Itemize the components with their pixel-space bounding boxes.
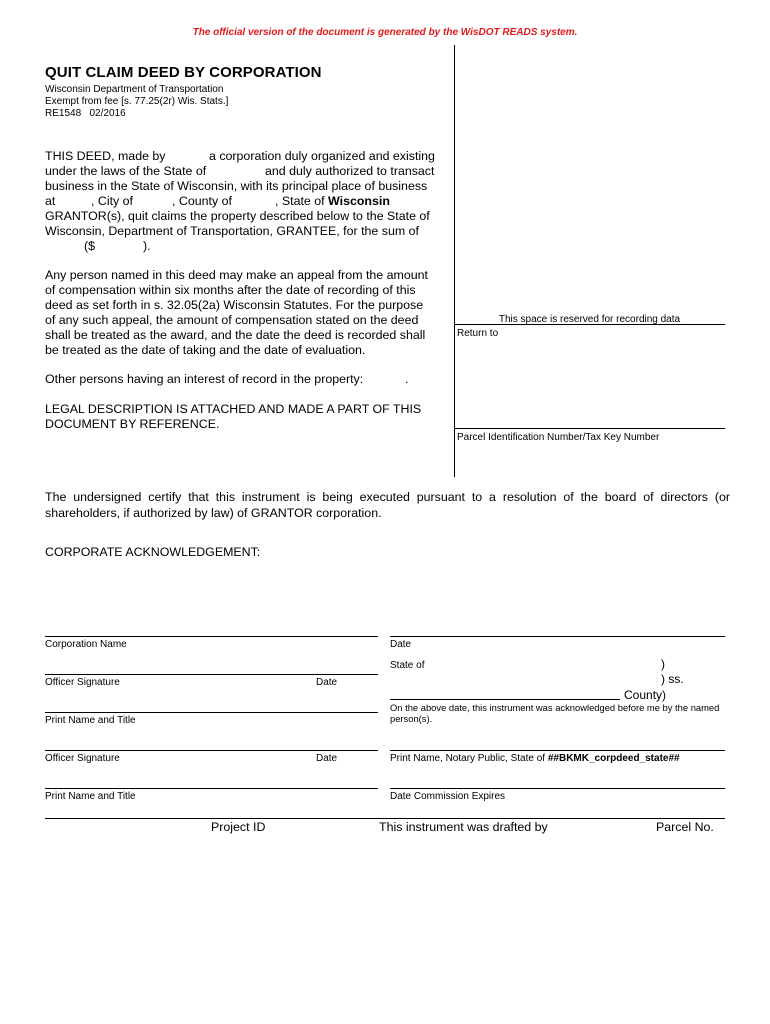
officer-signature-date-label: Date — [316, 753, 338, 764]
deed-corporation-clause: a corporation duly organized and existing — [209, 149, 435, 163]
commission-expires-label: Date Commission Expires — [390, 791, 506, 802]
deed-state-value: Wisconsin — [328, 194, 390, 208]
notary-rule — [390, 636, 725, 637]
deed-city-of: , City of — [91, 194, 133, 208]
appeal-line: shall be treated as the award, and the date the deed is recorded shall — [45, 328, 426, 342]
page-title: QUIT CLAIM DEED BY CORPORATION — [45, 64, 322, 81]
notary-print-name-label — [390, 753, 680, 764]
recording-reserved-label: This space is reserved for recording data — [498, 314, 681, 325]
notary-state-of-label: State of — [390, 660, 425, 671]
appeal-line: of compensation within six months after the date of recording of this — [45, 283, 416, 297]
footer-rule — [45, 818, 725, 819]
other-persons-label: Other persons having an interest of record in the property: — [45, 372, 364, 386]
fee-exemption: Exempt from fee [s. 77.25(2r) Wis. Stats.] — [45, 96, 229, 107]
official-version-banner: The official version of the document is generated by the WisDOT READS system. — [192, 27, 578, 38]
deed-business-line: business in the State of Wisconsin, with its principal place of business — [45, 179, 428, 193]
agency-name: Wisconsin Department of Transportation — [45, 84, 224, 95]
appeal-line: be treated as the date of taking and the date of evaluation. — [45, 343, 366, 357]
officer-signature-label: Officer Signature — [45, 753, 120, 764]
county-rule — [390, 699, 620, 700]
deed-county-of: , County of — [172, 194, 232, 208]
appeal-line: Any person named in this deed may make an appeal from the amount — [45, 268, 428, 282]
appeal-line: of any such appeal, the amount of compensation stated on the deed — [45, 313, 419, 327]
deed-sum-close: ). — [143, 239, 151, 253]
deed-state-of — [275, 194, 390, 209]
legal-description-line: DOCUMENT BY REFERENCE. — [45, 417, 220, 431]
deed-state-laws: under the laws of the State of — [45, 164, 207, 178]
form-date: 02/2016 — [89, 108, 126, 119]
deed-grantor-line: GRANTOR(s), quit claims the property described below to the State of — [45, 209, 430, 223]
notary-rule — [390, 750, 725, 751]
notary-state-bookmark: ##BKMK_corpdeed_state## — [547, 753, 680, 764]
corporate-acknowledgement-heading: CORPORATE ACKNOWLEDGEMENT: — [45, 545, 261, 559]
form-identifier — [45, 108, 126, 120]
signature-rule — [45, 788, 378, 789]
certification-paragraph: The undersigned certify that this instrument is being executed pursuant to a resolution of the board of directors (or shareholders, if authorized by law) of GRANTOR corporation. — [45, 490, 730, 520]
notary-ss: ) ss. — [661, 672, 684, 686]
notary-rule — [390, 788, 725, 789]
signature-rule — [45, 712, 378, 713]
deed-state-label: , State of — [275, 194, 325, 208]
parcel-id-rule — [454, 428, 725, 429]
signature-rule — [45, 636, 378, 637]
return-to-label: Return to — [457, 328, 499, 339]
print-name-title-label: Print Name and Title — [45, 715, 136, 726]
corporation-name-label: Corporation Name — [45, 639, 127, 650]
notary-acknowledgement-text: On the above date, this instrument was acknowledged before me by the named person(s). — [390, 702, 720, 724]
notary-print-name-prefix: Print Name, Notary Public, State of — [390, 753, 546, 764]
deed-at: at — [45, 194, 56, 208]
officer-signature-label: Officer Signature — [45, 677, 120, 688]
deed-made-by: THIS DEED, made by — [45, 149, 166, 163]
signature-rule — [45, 674, 378, 675]
signature-rule — [45, 750, 378, 751]
legal-description-line: LEGAL DESCRIPTION IS ATTACHED AND MADE A PART OF THIS — [45, 402, 422, 416]
parcel-id-label: Parcel Identification Number/Tax Key Number — [457, 432, 660, 443]
other-persons-value: . — [405, 372, 409, 386]
form-id: RE1548 — [45, 108, 82, 119]
project-id-label: Project ID — [211, 820, 266, 834]
notary-paren: ) — [661, 657, 665, 671]
appeal-line: deed as set forth in s. 32.05(2a) Wisconsin Statutes. For the purpose — [45, 298, 424, 312]
parcel-no-label: Parcel No. — [656, 820, 714, 834]
drafted-by-label: This instrument was drafted by — [379, 820, 548, 834]
deed-sum-open: ($ — [84, 239, 96, 253]
deed-authorized: and duly authorized to transact — [265, 164, 435, 178]
recording-box-divider — [454, 45, 455, 477]
deed-grantee-line: Wisconsin, Department of Transportation, GRANTEE, for the sum of — [45, 224, 419, 238]
notary-county-label: County) — [624, 688, 667, 702]
notary-date-label: Date — [390, 639, 412, 650]
print-name-title-label: Print Name and Title — [45, 791, 136, 802]
officer-signature-date-label: Date — [316, 677, 338, 688]
